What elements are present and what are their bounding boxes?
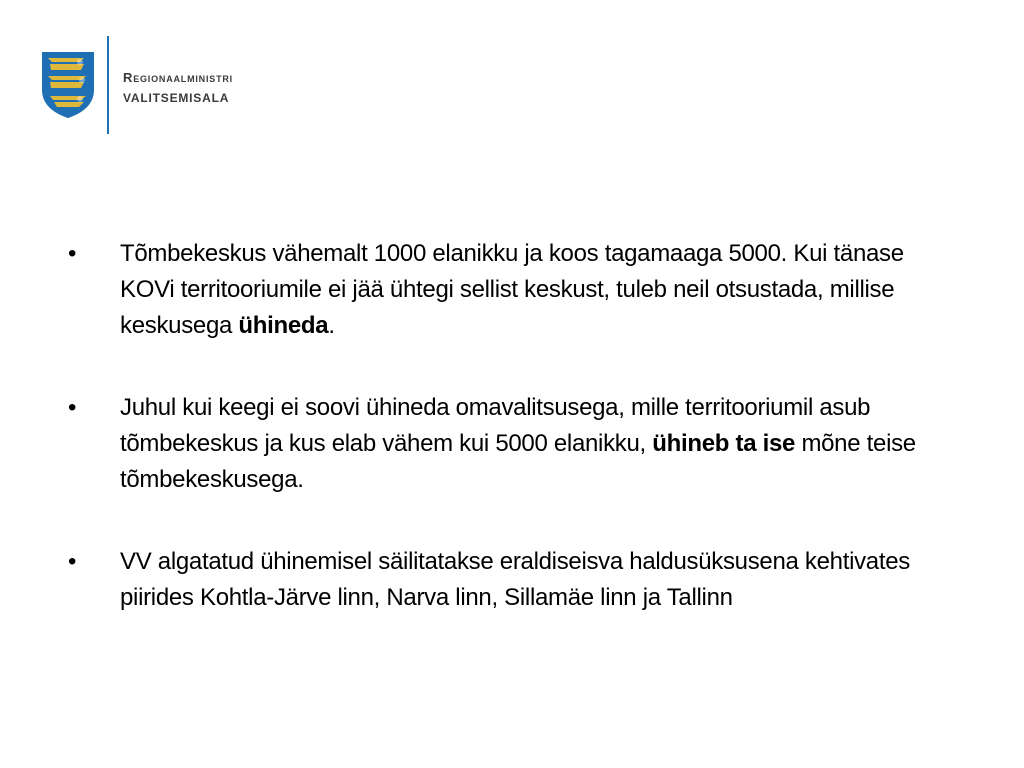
bullet-list bbox=[68, 236, 968, 662]
bullet-text-bold: ühineb ta ise bbox=[652, 430, 796, 457]
ministry-name-line1: Regionaalministri bbox=[123, 70, 233, 85]
ministry-name-line2: VALITSEMISALA bbox=[123, 91, 230, 105]
estonian-coat-of-arms-icon bbox=[40, 50, 96, 120]
ministry-name bbox=[123, 68, 233, 108]
bullet-text-plain: Juhul kui keegi ei soovi ühineda omavalitsusega, mille territooriumil asub tõmbekeskus ja kus elab vähem kui 5000 elanikku, bbox=[120, 394, 871, 457]
bullet-text bbox=[120, 390, 960, 498]
bullet-text-end: . bbox=[328, 312, 335, 339]
bullet-marker: • bbox=[68, 240, 77, 267]
bullet-text bbox=[120, 544, 960, 616]
bullet-text-end: mõne teise tõmbekeskusega. bbox=[120, 430, 916, 493]
header-divider bbox=[107, 36, 109, 134]
bullet-item-3 bbox=[68, 544, 968, 616]
bullet-marker: • bbox=[68, 394, 77, 421]
bullet-text-plain: VV algatatud ühinemisel säilitatakse eraldiseisva haldusüksusena kehtivates piirides Kohtla-Järve linn, Narva linn, Sillamäe linn ja Tallinn bbox=[120, 548, 910, 611]
bullet-text-plain: Tõmbekeskus vähemalt 1000 elanikku ja koos tagamaaga 5000. Kui tänase KOVi territooriumile ei jää ühtegi sellist keskust, tuleb neil otsustada, millise keskusega bbox=[120, 240, 904, 339]
bullet-item-1 bbox=[68, 236, 968, 344]
bullet-marker: • bbox=[68, 548, 77, 575]
slide-header bbox=[0, 0, 1024, 140]
bullet-item-2 bbox=[68, 390, 968, 498]
bullet-text-bold: ühineda bbox=[238, 312, 329, 339]
bullet-text bbox=[120, 236, 960, 344]
